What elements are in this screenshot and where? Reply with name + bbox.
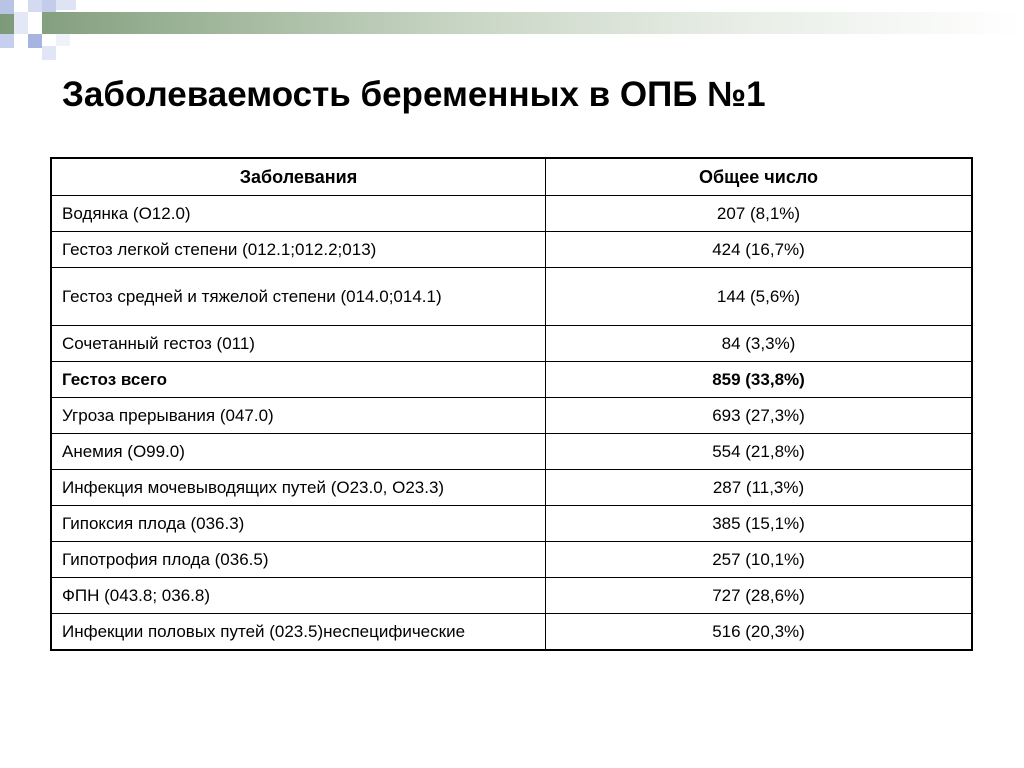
page-title: Заболеваемость беременных в ОПБ №1 — [62, 75, 766, 114]
count-cell: 693 (27,3%) — [546, 398, 973, 434]
disease-cell: ФПН (043.8; 036.8) — [51, 578, 546, 614]
decoration-square — [0, 34, 14, 48]
disease-cell: Гипоксия плода (036.3) — [51, 506, 546, 542]
table-row — [51, 232, 972, 268]
column-header-disease: Заболевания — [51, 158, 546, 196]
table-row — [51, 470, 972, 506]
decoration-square — [14, 12, 28, 34]
table-row-total — [51, 362, 972, 398]
decoration-square — [28, 12, 42, 34]
disease-cell: Анемия (О99.0) — [51, 434, 546, 470]
table-row — [51, 268, 972, 326]
disease-cell: Гестоз средней и тяжелой степени (014.0;014.1) — [51, 268, 546, 326]
disease-cell: Гестоз всего — [51, 362, 546, 398]
decoration-square — [28, 0, 42, 12]
decoration-square — [56, 0, 76, 10]
table-header-row — [51, 158, 972, 196]
table-row — [51, 542, 972, 578]
column-header-count: Общее число — [546, 158, 973, 196]
count-cell: 207 (8,1%) — [546, 196, 973, 232]
disease-cell: Инфекции половых путей (023.5)неспецифические — [51, 614, 546, 651]
header-decoration-band — [0, 12, 1024, 34]
disease-cell: Гестоз легкой степени (012.1;012.2;013) — [51, 232, 546, 268]
decoration-square — [42, 0, 56, 12]
table-row — [51, 434, 972, 470]
count-cell: 385 (15,1%) — [546, 506, 973, 542]
disease-cell: Сочетанный гестоз (011) — [51, 326, 546, 362]
count-cell: 84 (3,3%) — [546, 326, 973, 362]
decoration-square — [56, 34, 70, 46]
table-row — [51, 614, 972, 651]
count-cell: 859 (33,8%) — [546, 362, 973, 398]
table-row — [51, 196, 972, 232]
count-cell: 554 (21,8%) — [546, 434, 973, 470]
table-row — [51, 326, 972, 362]
table-row — [51, 578, 972, 614]
morbidity-table — [50, 157, 973, 651]
disease-cell: Гипотрофия плода (036.5) — [51, 542, 546, 578]
disease-cell: Инфекция мочевыводящих путей (О23.0, О23.3) — [51, 470, 546, 506]
count-cell: 727 (28,6%) — [546, 578, 973, 614]
count-cell: 424 (16,7%) — [546, 232, 973, 268]
count-cell: 516 (20,3%) — [546, 614, 973, 651]
count-cell: 287 (11,3%) — [546, 470, 973, 506]
table-row — [51, 398, 972, 434]
decoration-square — [0, 0, 14, 14]
decoration-square — [28, 34, 42, 48]
table-row — [51, 506, 972, 542]
decoration-square — [42, 46, 56, 60]
count-cell: 257 (10,1%) — [546, 542, 973, 578]
disease-cell: Угроза прерывания (047.0) — [51, 398, 546, 434]
disease-cell: Водянка (О12.0) — [51, 196, 546, 232]
count-cell: 144 (5,6%) — [546, 268, 973, 326]
